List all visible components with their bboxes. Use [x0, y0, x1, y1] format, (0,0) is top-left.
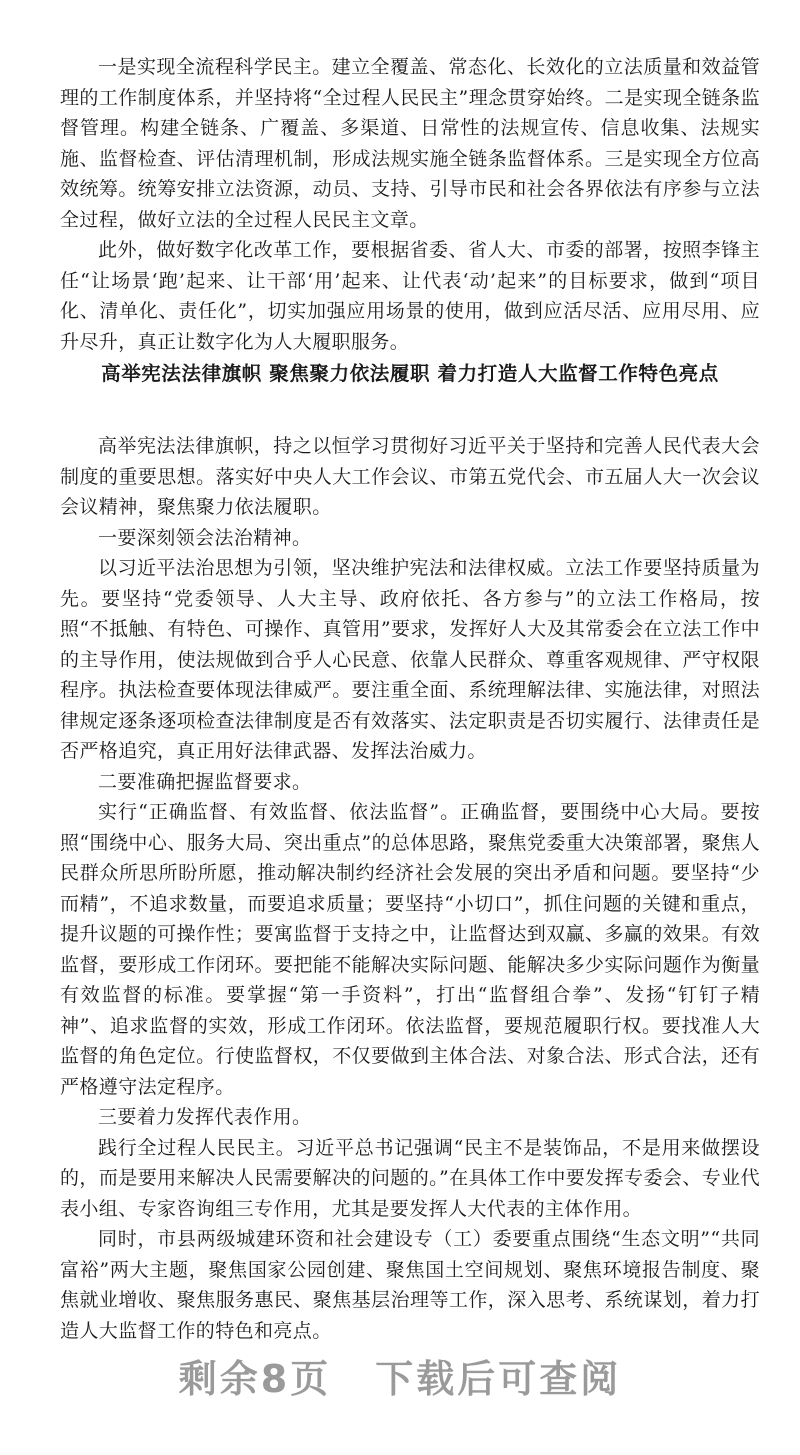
download-hint-label: 下载后可查阅	[375, 1357, 622, 1401]
paragraph: 一是实现全流程科学民主。建立全覆盖、常态化、长效化的立法质量和效益管理的工作制度体系，并坚持将“全过程人民民主”理念贯穿始终。二是实现全链条监督管理。构建全链条、广覆盖、多渠道、日常性的法规宣传、信息收集、法规实施、监督检查、评估清理机制，形成法规实施全链条监督体系。三是实现全方位高效统筹。统筹安排立法资源，动员、支持、引导市民和社会各界依法有序参与立法全过程，做好立法的全过程人民民主文章。	[60, 56, 760, 231]
paragraph: 实行“正确监督、有效监督、依法监督”。正确监督，要围绕中心大局。要按照“围绕中心、服务大局、突出重点”的总体思路，聚焦党委重大决策部署，聚焦人民群众所思所盼所愿，推动解决制约经济社会发展的突出矛盾和问题。要坚持“少而精”，不追求数量，而要追求质量；要坚持“小切口”，抓住问题的关键和重点，提升议题的可操作性；要寓监督于支持之中，让监督达到双赢、多赢的效果。有效监督，要形成工作闭环。要把能不能解决实际问题、能解决多少实际问题作为衡量有效监督的标准。要掌握“第一手资料”，打出“监督组合拳”、发扬“钉钉子精神”、追求监督的实效，形成工作闭环。依法监督，要规范履职行权。要找准人大监督的角色定位。行使监督权，不仅要做到主体合法、对象合法、形式合法，还有严格遵守法定程序。	[60, 801, 760, 1098]
paragraph: 高举宪法法律旗帜，持之以恒学习贯彻好习近平关于坚持和完善人民代表大会制度的重要思想。落实好中央人大工作会议、市第五党代会、市五届人大一次会议会议精神，聚焦聚力依法履职。	[60, 435, 760, 518]
paragraph: 践行全过程人民民主。习近平总书记强调“民主不是装饰品，不是用来做摆设的，而是要用来解决人民需要解决的问题的。”在具体工作中要发挥专委会、专业代表小组、专家咨询组三专作用，尤其是要发挥人大代表的主体作用。	[60, 1136, 760, 1220]
subheading-paragraph: 一要深刻领会法治精神。	[98, 526, 312, 549]
document-body	[60, 52, 760, 1346]
subheading-paragraph: 三要着力发挥代表作用。	[98, 1106, 312, 1128]
remaining-pages-label: 剩余8页	[178, 1357, 332, 1401]
paragraph: 同时，市县两级城建环资和社会建设专（工）委要重点围绕“生态文明”“共同富裕”两大主题，聚焦国家公园创建、聚焦国土空间规划、聚焦环境报告制度、聚焦就业增收、聚焦服务惠民、聚焦基层治理等工作，深入思考、系统谋划，着力打造人大监督工作的特色和亮点。	[60, 1228, 760, 1342]
download-prompt[interactable]	[0, 1356, 800, 1402]
paragraph: 以习近平法治思想为引领，坚决维护宪法和法律权威。立法工作要坚持质量为先。要坚持“党委领导、人大主导、政府依托、各方参与”的立法工作格局，按照“不抵触、有特色、可操作、真管用”要求，发挥好人大及其常委会在立法工作中的主导作用，使法规做到合乎人心民意、依靠人民群众、尊重客观规律、严守权限程序。执法检查要体现法律威严。要注重全面、系统理解法律、实施法律，对照法律规定逐条逐项检查法律制度是否有效落实、法定职责是否切实履行、法律责任是否严格追究，真正用好法律武器、发挥法治威力。	[60, 557, 760, 762]
section-heading: 高举宪法法律旗帜 聚焦聚力依法履职 着力打造人大监督工作特色亮点	[101, 362, 719, 385]
subheading-paragraph: 二要准确把握监督要求。	[98, 770, 312, 793]
paragraph: 此外，做好数字化改革工作，要根据省委、省人大、市委的部署，按照李锋主任“让场景‘跑’起来、让干部‘用’起来、让代表‘动’起来”的目标要求，做到“项目化、清单化、责任化”，切实加强应用场景的使用，做到应活尽活、应用尽用、应升尽升，真正让数字化为人大履职服务。	[60, 239, 760, 353]
